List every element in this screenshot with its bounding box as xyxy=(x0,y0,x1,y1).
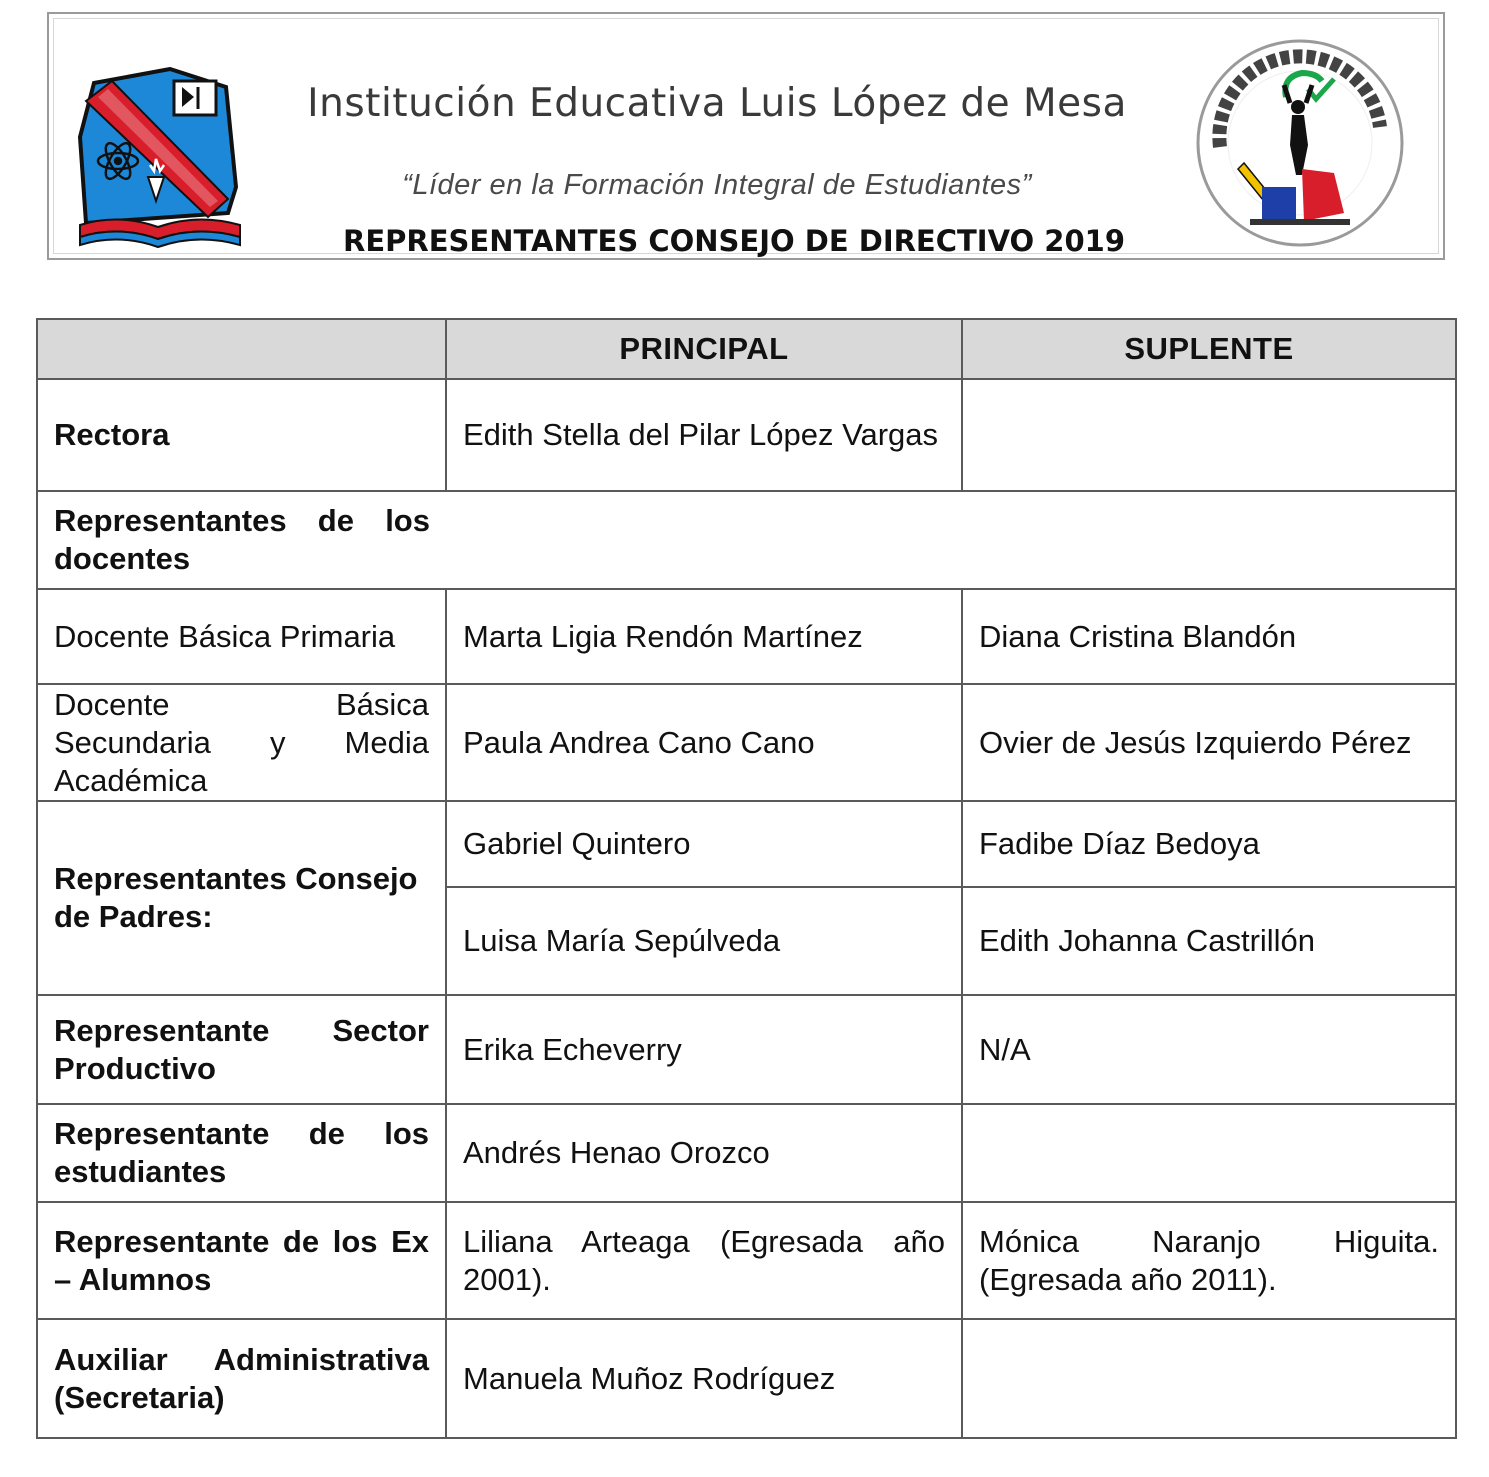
letterhead-inner-frame xyxy=(53,18,1439,258)
section-docentes-empty xyxy=(446,491,1456,589)
principal-exalumnos: Liliana Arteaga (Egresada año 2001). xyxy=(446,1202,962,1319)
suplente-padres-2: Edith Johanna Castrillón xyxy=(962,887,1456,995)
table-row xyxy=(37,1319,1456,1438)
principal-padres-1: Gabriel Quintero xyxy=(446,801,962,887)
table-row xyxy=(37,801,1456,887)
principal-padres-2: Luisa María Sepúlveda xyxy=(446,887,962,995)
role-secundaria: Docente Básica Secundaria y Media Académica xyxy=(37,684,446,801)
letterhead xyxy=(47,12,1445,260)
principal-rectora-text: Edith Stella del Pilar López Vargas xyxy=(463,417,939,452)
role-exalumnos: Representante de los Ex – Alumnos xyxy=(37,1202,446,1319)
suplente-padres-1: Fadibe Díaz Bedoya xyxy=(962,801,1456,887)
suplente-exalumnos: Mónica Naranjo Higuita. (Egresada año 2011). xyxy=(962,1202,1456,1319)
table-row xyxy=(37,995,1456,1104)
header-suplente: SUPLENTE xyxy=(962,319,1456,379)
table-row xyxy=(37,589,1456,684)
suplente-auxiliar xyxy=(962,1319,1456,1438)
principal-productivo: Erika Echeverry xyxy=(446,995,962,1104)
suplente-secundaria: Ovier de Jesús Izquierdo Pérez xyxy=(962,684,1456,801)
school-round-logo xyxy=(1194,37,1406,249)
principal-auxiliar: Manuela Muñoz Rodríguez xyxy=(446,1319,962,1438)
header-principal: PRINCIPAL xyxy=(446,319,962,379)
document-title: REPRESENTANTES CONSEJO DE DIRECTIVO 2019 xyxy=(343,224,1125,258)
role-productivo: Representante Sector Productivo xyxy=(37,995,446,1104)
institution-name: Institución Educativa Luis López de Mesa xyxy=(307,81,1127,126)
table-header-row xyxy=(37,319,1456,379)
suplente-estudiantes xyxy=(962,1104,1456,1202)
header-empty-cell xyxy=(37,319,446,379)
principal-primaria: Marta Ligia Rendón Martínez xyxy=(446,589,962,684)
role-rectora: Rectora xyxy=(37,379,446,491)
institution-slogan: “Líder en la Formación Integral de Estudiantes” xyxy=(402,169,1032,201)
council-table xyxy=(36,318,1457,1439)
table-row xyxy=(37,379,1456,491)
role-estudiantes: Representante de los estudiantes xyxy=(37,1104,446,1202)
table-row xyxy=(37,684,1456,801)
principal-secundaria: Paula Andrea Cano Cano xyxy=(446,684,962,801)
role-padres: Representantes Consejo de Padres: xyxy=(37,801,446,995)
suplente-productivo: N/A xyxy=(962,995,1456,1104)
suplente-rectora xyxy=(962,379,1456,491)
role-auxiliar: Auxiliar Administrativa (Secretaria) xyxy=(37,1319,446,1438)
principal-rectora xyxy=(446,379,962,491)
role-primaria: Docente Básica Primaria xyxy=(37,589,446,684)
table-row xyxy=(37,1104,1456,1202)
table-row xyxy=(37,491,1456,589)
suplente-primaria: Diana Cristina Blandón xyxy=(962,589,1456,684)
section-docentes: Representantes de los docentes xyxy=(37,491,446,589)
principal-estudiantes: Andrés Henao Orozco xyxy=(446,1104,962,1202)
table-row xyxy=(37,1202,1456,1319)
